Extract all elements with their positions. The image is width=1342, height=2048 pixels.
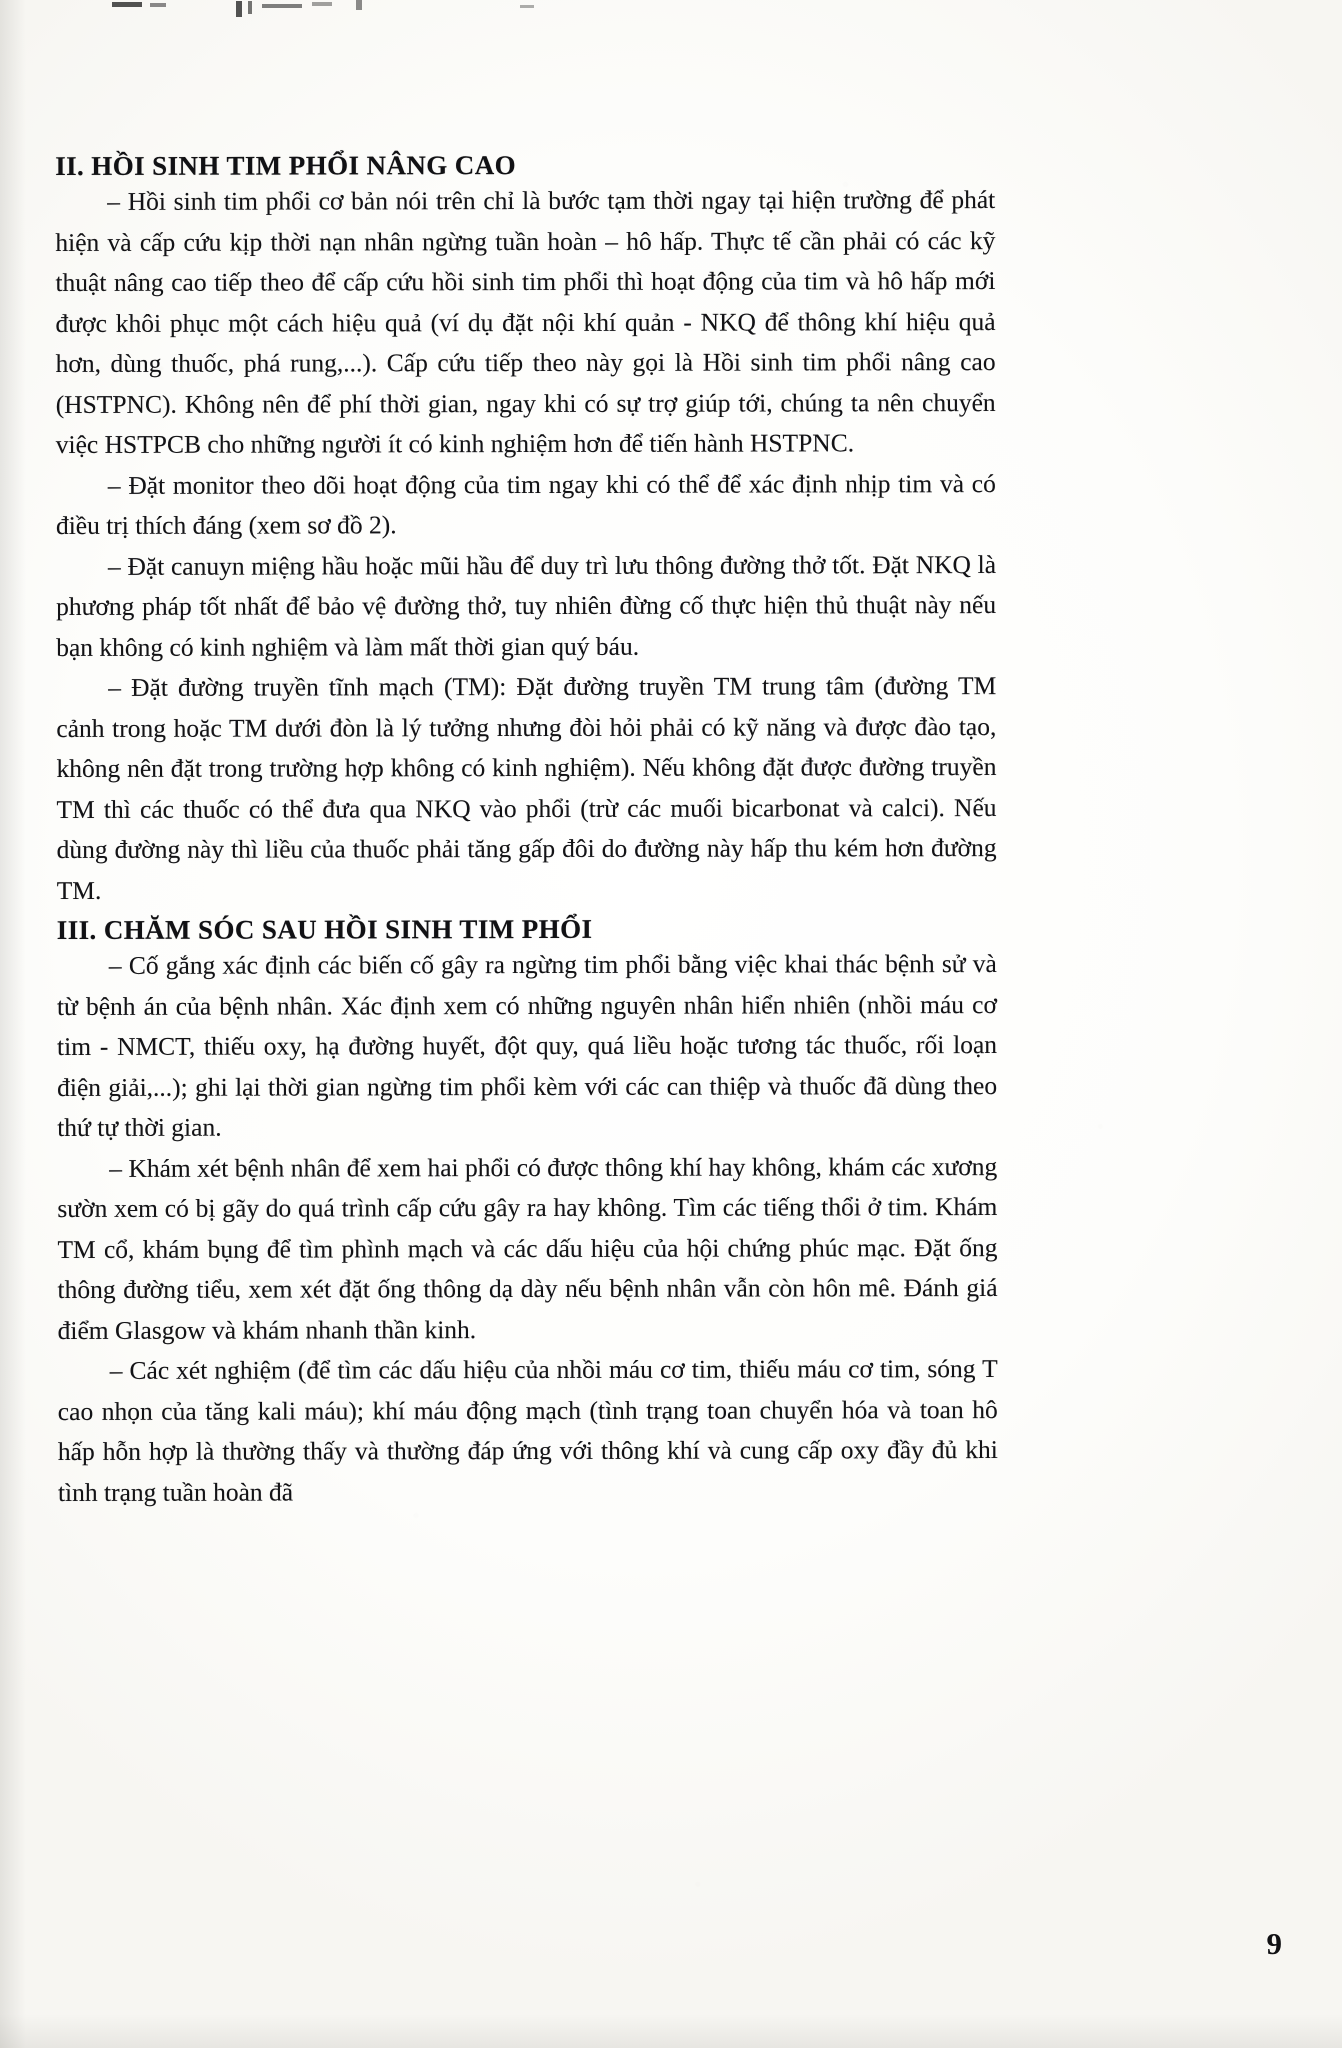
paragraph-2-3: – Đặt canuyn miệng hầu hoặc mũi hầu để duy trì lưu thông đường thở tốt. Đặt NKQ là phương pháp tốt nhất để bảo vệ đường thở, tuy nhiên đừng cố thực hiện thủ thuật này nếu bạn không có kinh nghiệm và làm mất thời gian quý báu. — [56, 549, 997, 662]
section-heading-3: III. CHĂM SÓC SAU HỒI SINH TIM PHỔI — [56, 913, 593, 945]
paragraph-3-2: – Khám xét bệnh nhân để xem hai phổi có được thông khí hay không, khám các xương sườn xem có bị gãy do quá trình cấp cứu gây ra hay không. Tìm các tiếng thổi ở tim. Khám TM cổ, khám bụng để tìm phình mạch và các dấu hiệu của hội chứng phúc mạc. Đặt ống thông đường tiểu, xem xét đặt ống thông dạ dày nếu bệnh nhân vẫn còn hôn mê. Đánh giá điểm Glasgow và khám nhanh thần kinh. — [57, 1151, 998, 1345]
paragraph-3-1: – Cố gắng xác định các biến cố gây ra ngừng tim phổi bằng việc khai thác bệnh sử và từ bệnh án của bệnh nhân. Xác định xem có những nguyên nhân hiển nhiên (nhồi máu cơ tim - NMCT, thiếu oxy, hạ đường huyết, đột quy, quá liều hoặc tương tác thuốc, rối loạn điện giải,...); ghi lại thời gian ngừng tim phổi kèm với các can thiệp và thuốc đã dùng theo thứ tự thời gian. — [56, 949, 998, 1142]
paragraph-2-4: – Đặt đường truyền tĩnh mạch (TM): Đặt đường truyền TM trung tâm (đường TM cảnh trong hoặc TM dưới đòn là lý tưởng nhưng đòi hỏi phải có kỹ năng và được đào tạo, không nên đặt trong trường hợp không có kinh nghiệm). Nếu không đặt được đường truyền TM thì các thuốc có thể đưa qua NKQ vào phổi (trừ các muối bicarbonat và calci). Nếu dùng đường này thì liều của thuốc phải tăng gấp đôi do đường này hấp thu kém hơn đường TM. — [56, 671, 997, 905]
page-number: 9 — [1266, 1926, 1282, 1961]
paragraph-2-1: – Hồi sinh tim phổi cơ bản nói trên chỉ là bước tạm thời ngay tại hiện trường để phát hiện và cấp cứu kịp thời nạn nhân ngừng tuần hoàn – hô hấp. Thực tế cần phải có các kỹ thuật nâng cao tiếp theo để cấp cứu hồi sinh tim phổi thì hoạt động của tim và hô hấp mới được khôi phục một cách hiệu quả (ví dụ đặt nội khí quản - NKQ để thông khí hiệu quả hơn, dùng thuốc, phá rung,...). Cấp cứu tiếp theo này gọi là Hồi sinh tim phổi nâng cao (HSTPNC). Không nên để phí thời gian, ngay khi có sự trợ giúp tới, chúng ta nên chuyển việc HSTPCB cho những người ít có kinh nghiệm hơn để tiến hành HSTPNC. — [55, 185, 996, 459]
scan-edge-artifacts — [0, 0, 1342, 26]
scan-bottom-edge-shadow — [0, 2014, 1342, 2048]
paragraph-3-3: – Các xét nghiệm (để tìm các dấu hiệu của nhồi máu cơ tim, thiếu máu cơ tim, sóng T cao nhọn của tăng kali máu); khí máu động mạch (tình trạng toan chuyển hóa và toan hô hấp hỗn hợp là thường thấy và thường đáp ứng với thông khí và cung cấp oxy đầy đủ khi tình trạng tuần hoàn đã — [57, 1354, 998, 1507]
section-heading-2: II. HỒI SINH TIM PHỔI NÂNG CAO — [55, 150, 517, 181]
paragraph-2-2: – Đặt monitor theo dõi hoạt động của tim ngay khi có thể để xác định nhịp tim và có điều trị thích đáng (xem sơ đồ 2). — [55, 468, 996, 540]
scan-left-edge-shadow — [0, 0, 26, 2048]
page-body — [55, 149, 998, 1513]
